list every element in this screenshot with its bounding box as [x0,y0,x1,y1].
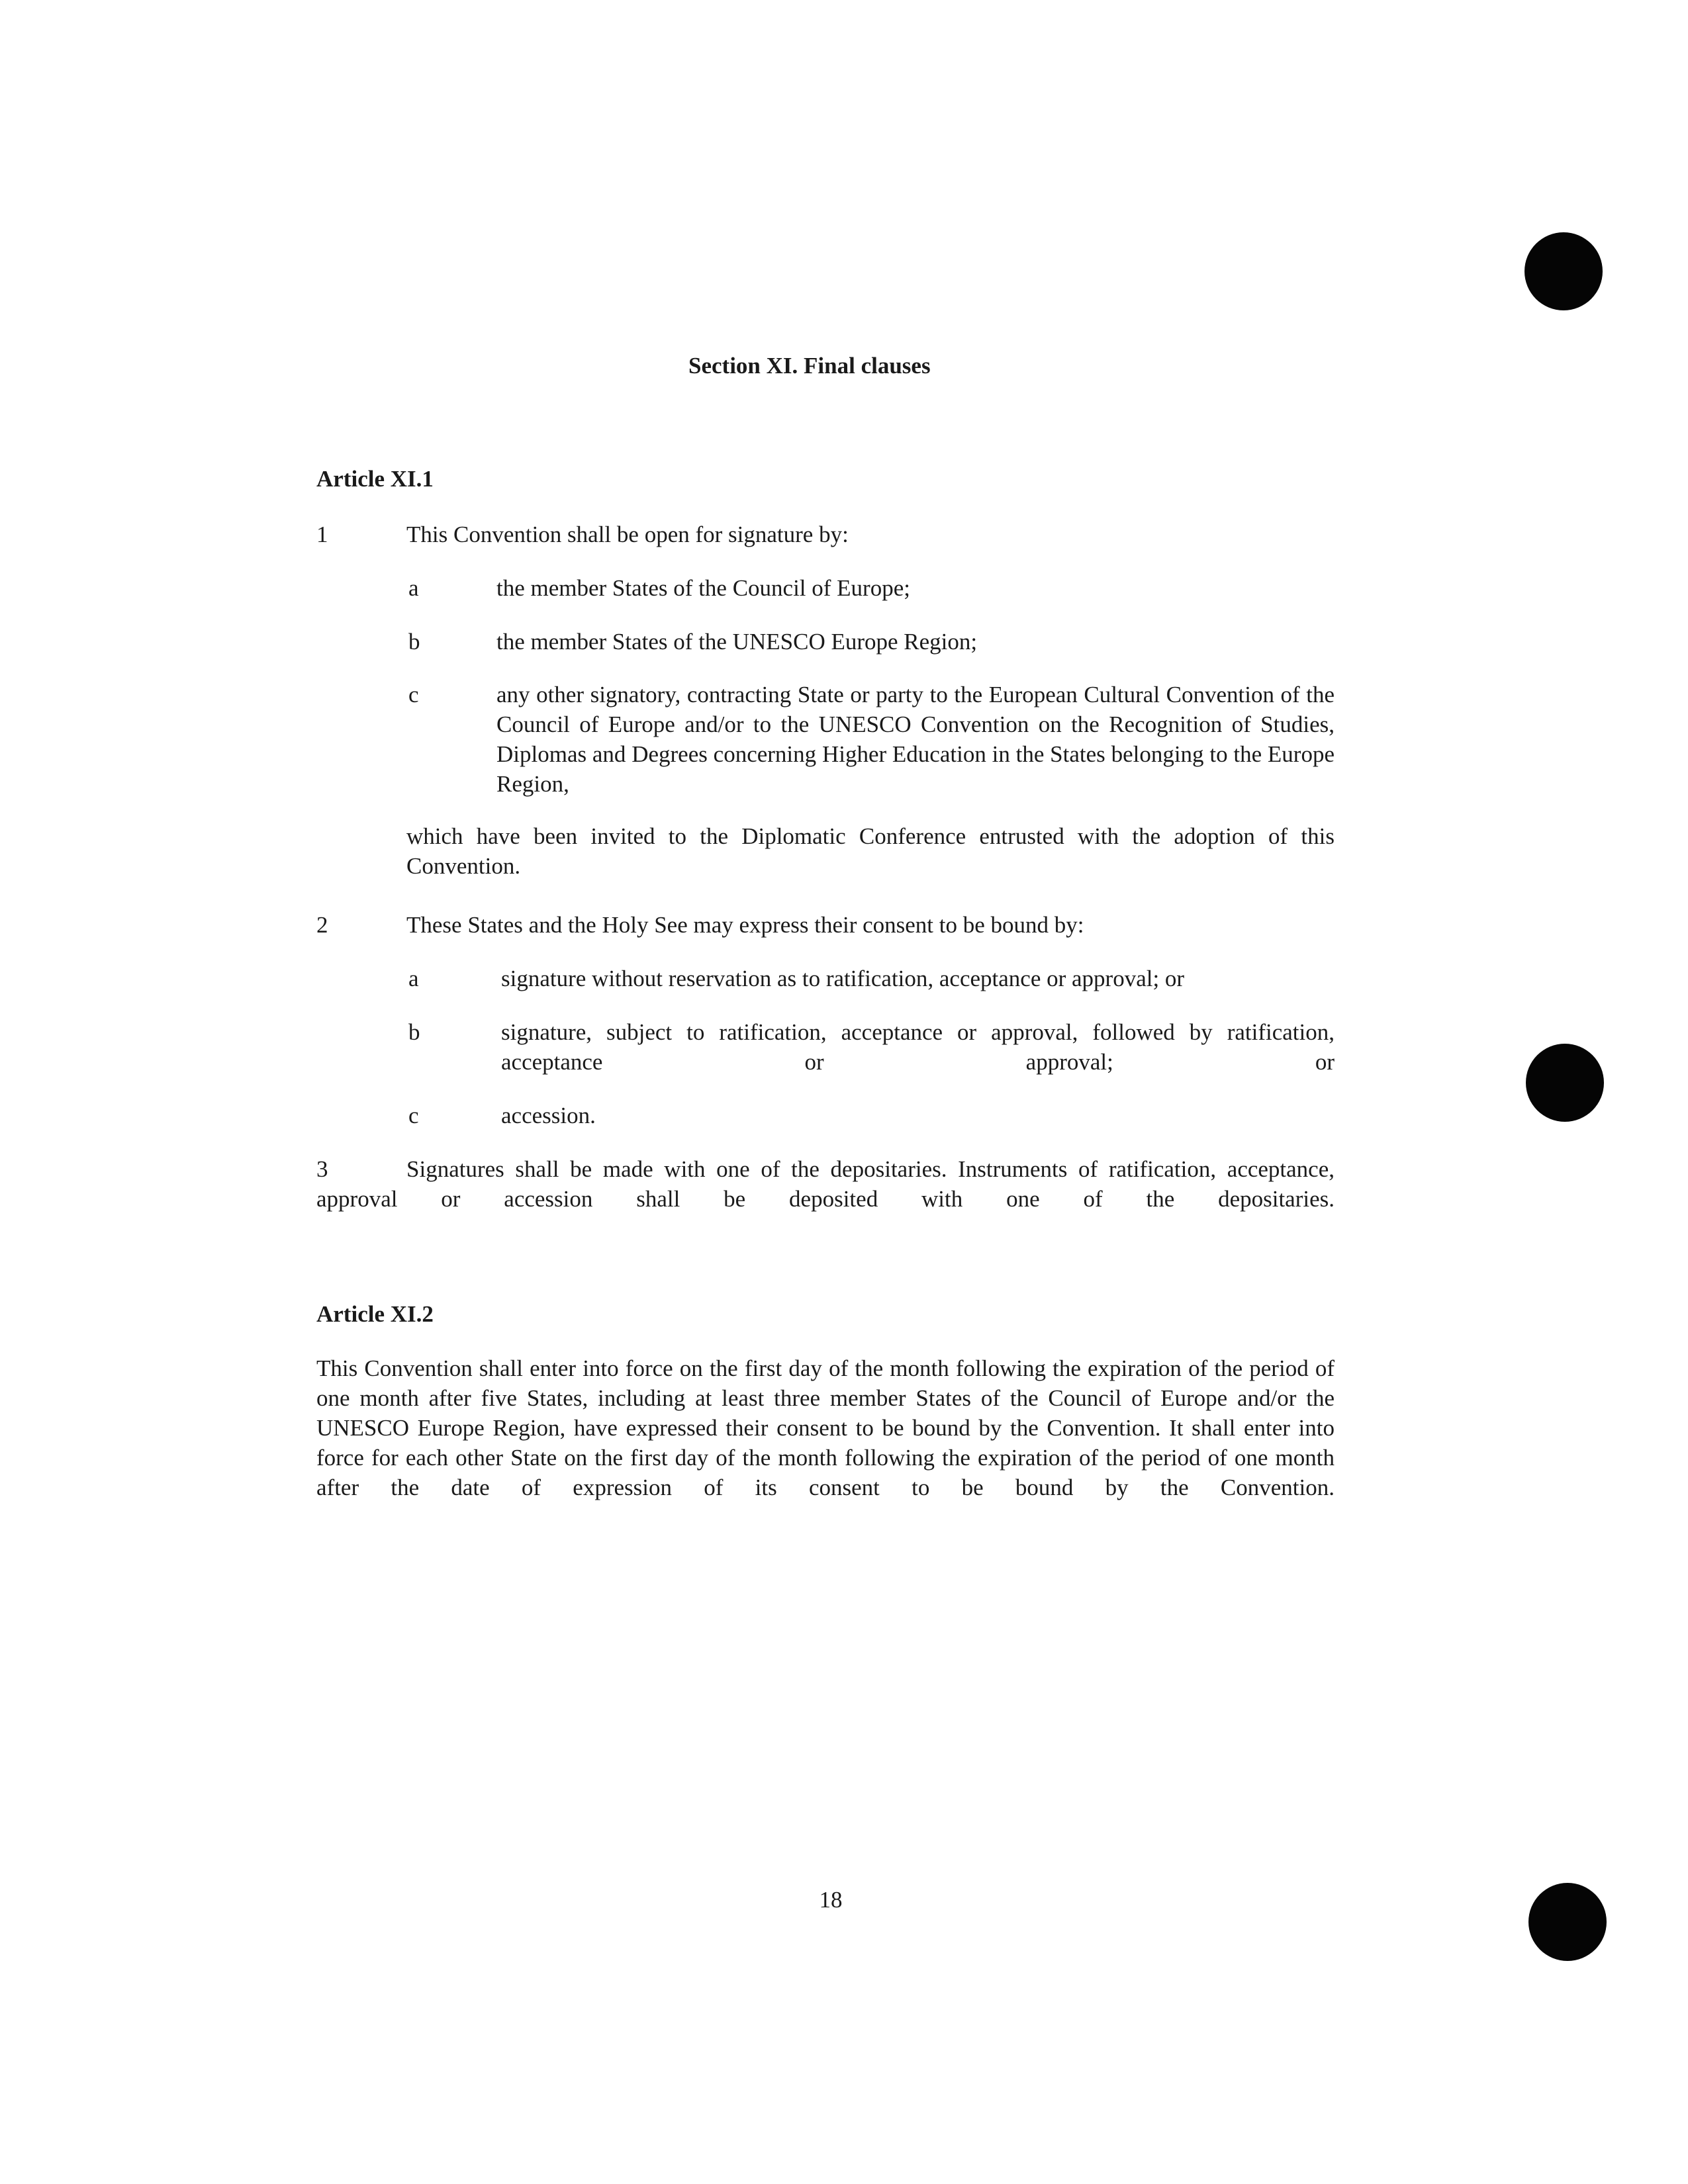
item-2c-text: accession. [501,1103,596,1128]
paragraph-1-intro: This Convention shall be open for signature by: [406,522,849,547]
punch-hole-bottom [1528,1883,1607,1961]
paragraph-3-text: Signatures shall be made with one of the depositaries. Instruments of ratification, acceptance, approval or accession shall be deposited with one of the depositaries. [316,1156,1335,1212]
paragraph-2-intro: These States and the Holy See may express their consent to be bound by: [406,912,1084,938]
section-title: Section XI. Final clauses [688,353,931,379]
item-1b-letter: b [408,629,420,655]
item-1a-text: the member States of the Council of Europe; [496,575,910,601]
paragraph-3-number: 3 [316,1156,328,1182]
punch-hole-top [1524,232,1603,310]
paragraph-1-closing: which have been invited to the Diplomatic Conference entrusted with the adoption of this Convention. [406,823,1335,879]
item-2b-letter: b [408,1019,420,1045]
item-1a-letter: a [408,575,419,601]
article-2-text: This Convention shall enter into force on the first day of the month following the expiration of the period of one month after five States, including at least three member States of the Council of Europe and/or the UNESCO Europe Region, have expressed their consent to be bound by the Convention. It shall enter into force for each other State on the first day of the month following the expiration of the period of one month after the date of expression of its consent to be bound by the Convention. [316,1355,1335,1500]
article-1-title: Article XI.1 [316,466,434,492]
paragraph-2-number: 2 [316,912,328,938]
item-1c-text: any other signatory, contracting State or party to the European Cultural Convention of the Council of Europe and/or to the UNESCO Convention on the Recognition of Studies, Diplomas and Degrees concerning Higher Education in the States belonging to the Europe Region, [496,682,1335,797]
item-2c-letter: c [408,1103,419,1128]
paragraph-3 [316,1154,1335,1244]
paragraph-1-number: 1 [316,522,328,547]
article-2-title: Article XI.2 [316,1301,434,1327]
page-number: 18 [819,1887,843,1913]
item-2a-text: signature without reservation as to ratification, acceptance or approval; or [501,966,1185,991]
item-2a-letter: a [408,966,419,991]
punch-hole-middle [1526,1044,1604,1122]
item-2b-text: signature, subject to ratification, acceptance or approval, followed by ratification, acceptance or approval; or [501,1019,1335,1075]
item-1b-text: the member States of the UNESCO Europe Region; [496,629,978,655]
item-1c-letter: c [408,682,419,707]
